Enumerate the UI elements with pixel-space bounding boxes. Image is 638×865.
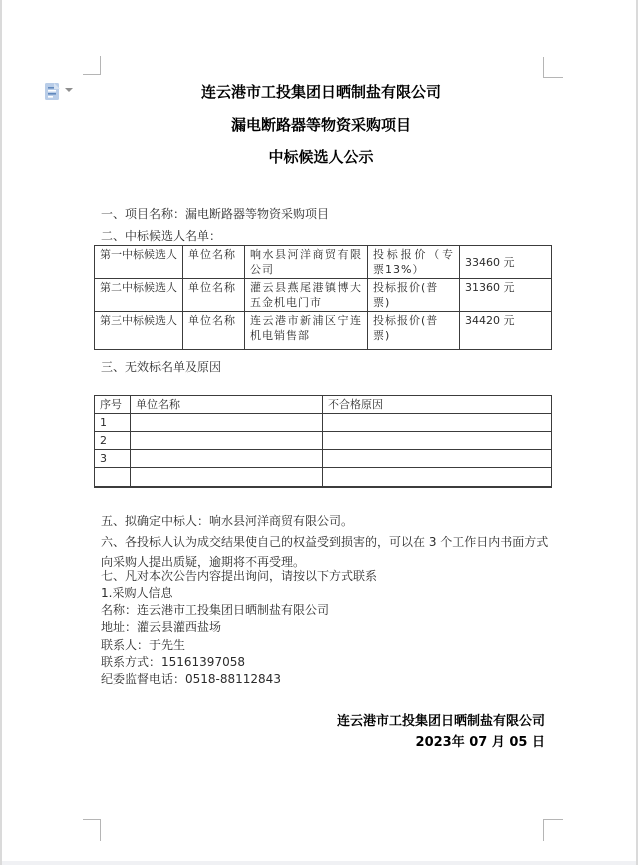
candidates-table [94,245,552,350]
buyer-info-heading: 1.采购人信息 [101,586,173,600]
unit-cell [131,450,323,468]
margin-mark-bottom-left [83,819,101,841]
buyer-name-line: 名称：连云港市工投集团日晒制盐有限公司 [101,603,330,617]
section-winner: 五、拟确定中标人：响水县河洋商贸有限公司。 [101,514,354,528]
company-cell: 响水县河洋商贸有限公司 [245,246,368,279]
section-contact-intro: 七、凡对本次公告内容提出询问，请按以下方式联系 [101,569,378,583]
margin-mark-top-right [543,57,563,78]
price-value-cell: 33460 元 [460,246,552,279]
price-label-cell: 投标报价(普票) [368,279,460,312]
supervision-phone-line: 纪委监督电话：0518-88112843 [101,672,281,686]
serial-cell: 2 [95,432,131,450]
unit-cell [131,432,323,450]
signature-date: 2023年 07 月 05 日 [415,735,545,750]
table-row [95,312,552,350]
serial-cell [95,468,131,487]
signature-company: 连云港市工投集团日晒制盐有限公司 [336,714,545,729]
price-label-cell: 投标报价(普票) [368,312,460,350]
title-company: 连云港市工投集团日晒制盐有限公司 [200,83,441,101]
table-row [95,468,552,487]
candidate-rank-cell: 第二中标候选人 [95,279,183,312]
title-project: 漏电断路器等物资采购项目 [230,116,411,134]
reason-cell [323,414,552,432]
signature-block [2,711,545,753]
reason-cell [323,450,552,468]
price-value-cell: 31360 元 [460,279,552,312]
unit-cell [131,468,323,487]
title-announcement: 中标候选人公示 [268,148,374,166]
company-cell: 灌云县燕尾港镇博大五金机电门市 [245,279,368,312]
contact-phone-line: 联系方式：15161397058 [101,655,245,669]
page-bottom-edge [2,861,638,865]
table-header-row [95,396,552,414]
margin-mark-top-left [83,56,101,75]
table-row [95,450,552,468]
section-candidate-list: 二、中标候选人名单： [101,229,222,243]
serial-header-cell: 序号 [95,396,131,414]
reason-cell [323,468,552,487]
candidate-rank-cell: 第一中标候选人 [95,246,183,279]
company-cell: 连云港市新浦区宁连机电销售部 [245,312,368,350]
invalid-bids-table [94,395,552,488]
table-row [95,414,552,432]
buyer-address-line: 地址：灌云县灌西盐场 [101,620,222,634]
table-row [95,432,552,450]
candidate-rank-cell: 第三中标候选人 [95,312,183,350]
unit-cell [131,414,323,432]
section-invalid-bids: 三、无效标名单及原因 [101,360,222,374]
unit-label-cell: 单位名称 [183,279,245,312]
price-label-cell: 投标报价（专票13%） [368,246,460,279]
table-row [95,246,552,279]
serial-cell: 1 [95,414,131,432]
contact-person-line: 联系人：于先生 [101,638,186,652]
unit-header-cell: 单位名称 [131,396,323,414]
table-row [95,279,552,312]
section-objection: 六、各投标人认为成交结果使自己的权益受到损害的，可以在 3 个工作日内书面方式向采购人提出质疑，逾期将不再受理。 [101,535,549,569]
margin-mark-bottom-right [543,819,563,841]
serial-cell: 3 [95,450,131,468]
unit-label-cell: 单位名称 [183,312,245,350]
section-project-name: 一、项目名称：漏电断路器等物资采购项目 [101,207,330,221]
reason-header-cell: 不合格原因 [323,396,552,414]
unit-label-cell: 单位名称 [183,246,245,279]
reason-cell [323,432,552,450]
price-value-cell: 34420 元 [460,312,552,350]
